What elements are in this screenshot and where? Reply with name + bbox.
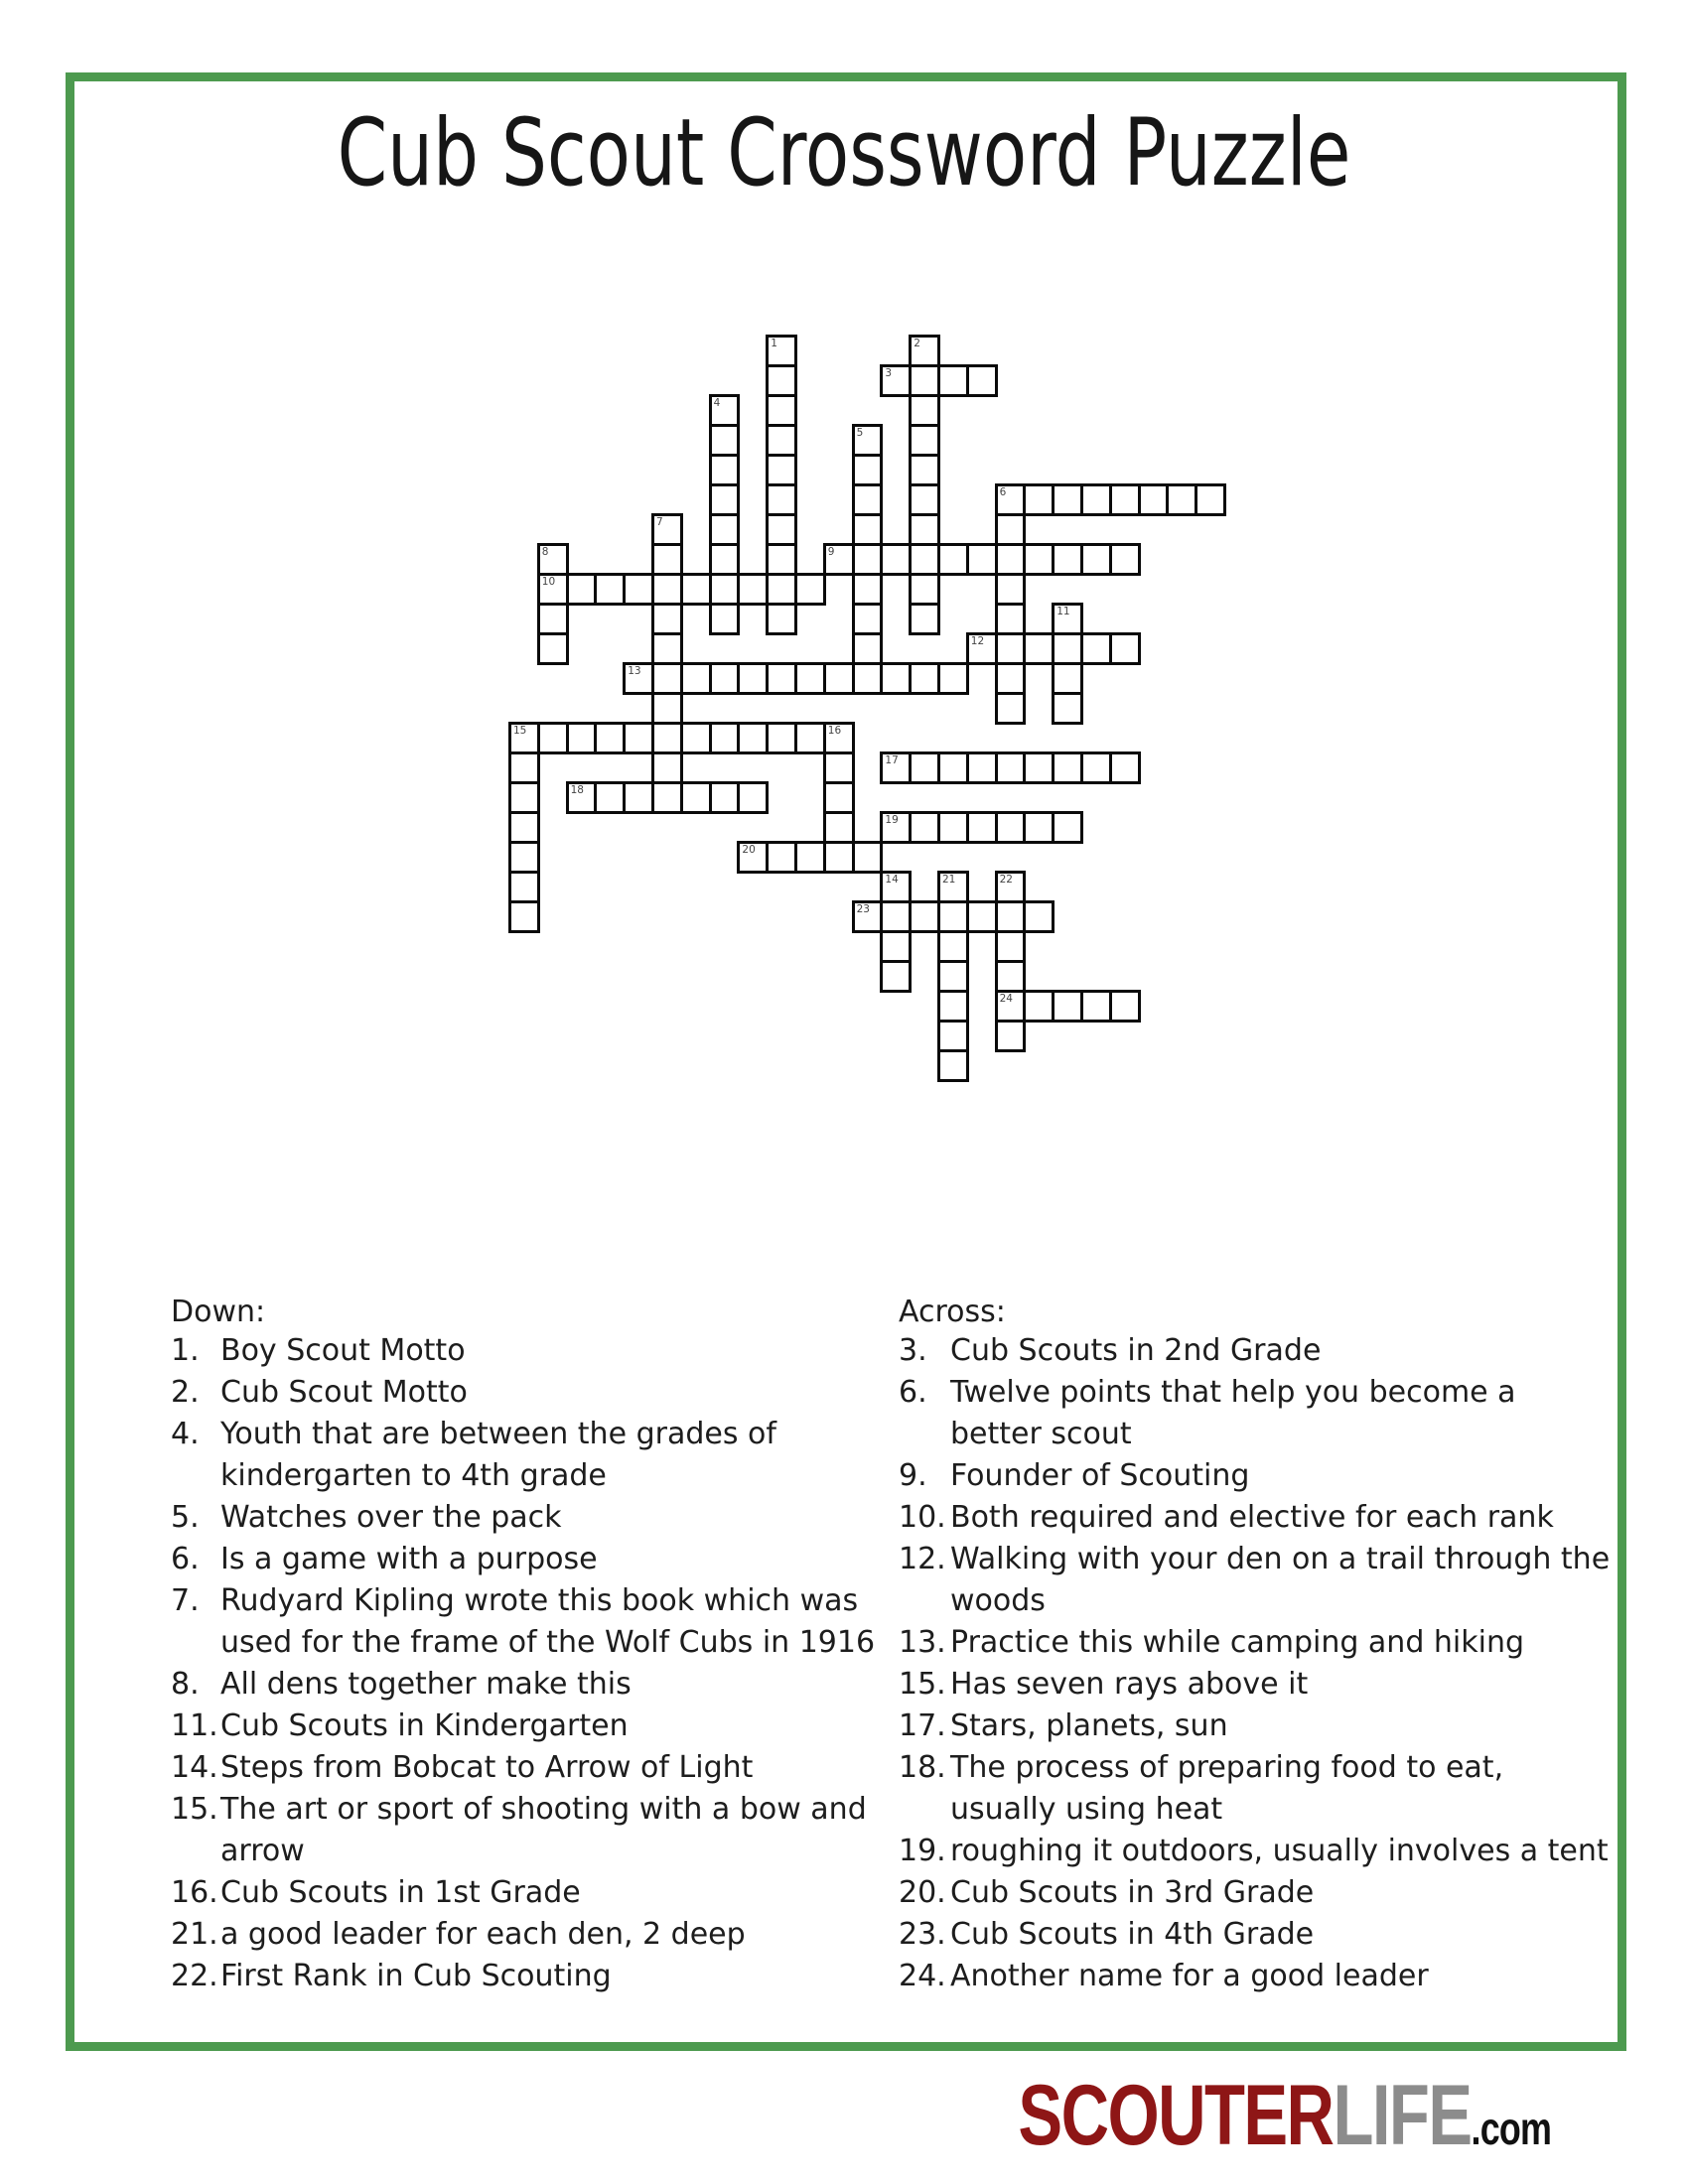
across-clue-text: Both required and elective for each rank	[950, 1500, 1554, 1535]
cell-number: 10	[541, 576, 556, 588]
grid-cell[interactable]	[909, 900, 940, 933]
grid-cell[interactable]	[995, 751, 1027, 784]
grid-cell[interactable]	[909, 364, 940, 397]
cell-number: 9	[827, 546, 835, 558]
grid-cell[interactable]	[909, 513, 940, 546]
grid-cell[interactable]	[737, 573, 769, 606]
cell-number: 17	[885, 754, 899, 766]
down-clue-text: Watches over the pack	[220, 1500, 562, 1535]
grid-cell[interactable]	[823, 543, 855, 576]
grid-cell[interactable]	[1109, 543, 1141, 576]
grid-cell[interactable]	[995, 573, 1027, 606]
cell-number: 22	[999, 874, 1013, 886]
down-clue-text: The art or sport of shooting with a bow and	[220, 1792, 867, 1827]
grid-cell[interactable]	[995, 483, 1027, 516]
grid-cell[interactable]	[1080, 751, 1112, 784]
across-clue-text: The process of preparing food to eat,	[950, 1750, 1504, 1785]
grid-cell[interactable]	[709, 722, 741, 754]
grid-cell[interactable]	[937, 990, 969, 1023]
grid-cell[interactable]	[594, 722, 626, 754]
grid-cell[interactable]	[1166, 483, 1197, 516]
grid-cell[interactable]	[623, 781, 654, 814]
grid-cell[interactable]	[651, 751, 683, 784]
grid-cell[interactable]	[1052, 603, 1083, 635]
across-clue-text: roughing it outdoors, usually involves a tent	[950, 1834, 1609, 1868]
grid-cell[interactable]	[966, 751, 998, 784]
grid-cell[interactable]	[709, 662, 741, 695]
grid-cell[interactable]	[508, 722, 540, 754]
down-clue-text: Rudyard Kipling wrote this book which was	[220, 1583, 859, 1618]
across-clue-text: woods	[950, 1583, 1046, 1618]
footer-logo-scouter: SCOUTER	[1018, 2068, 1334, 2163]
grid-cell[interactable]	[623, 662, 654, 695]
down-clue-text: kindergarten to 4th grade	[220, 1458, 607, 1493]
grid-cell[interactable]	[709, 394, 741, 427]
grid-cell[interactable]	[537, 632, 569, 665]
down-clue-text: Cub Scout Motto	[220, 1375, 468, 1410]
grid-cell[interactable]	[737, 841, 769, 874]
grid-cell[interactable]	[937, 960, 969, 993]
down-clue-text: Cub Scouts in Kindergarten	[220, 1708, 629, 1743]
grid-cell[interactable]	[852, 513, 884, 546]
grid-cell[interactable]	[995, 513, 1027, 546]
across-clue-text: Stars, planets, sun	[950, 1708, 1228, 1743]
across-clue-number: 15.	[899, 1667, 946, 1702]
grid-cell[interactable]	[880, 960, 912, 993]
grid-cell[interactable]	[909, 603, 940, 635]
grid-cell[interactable]	[766, 841, 797, 874]
grid-cell[interactable]	[909, 751, 940, 784]
down-clue-text: First Rank in Cub Scouting	[220, 1959, 612, 1993]
grid-cell[interactable]	[766, 483, 797, 516]
grid-cell[interactable]	[1052, 811, 1083, 844]
grid-cell[interactable]	[537, 543, 569, 576]
grid-cell[interactable]	[566, 722, 598, 754]
down-clue-number: 15.	[171, 1792, 218, 1827]
grid-cell[interactable]	[1052, 751, 1083, 784]
grid-cell[interactable]	[766, 513, 797, 546]
grid-cell[interactable]	[995, 930, 1027, 963]
grid-cell[interactable]	[966, 543, 998, 576]
cell-number: 4	[713, 397, 721, 409]
grid-cell[interactable]	[508, 781, 540, 814]
grid-cell[interactable]	[537, 722, 569, 754]
down-clue-number: 1.	[171, 1333, 200, 1368]
grid-cell[interactable]	[937, 871, 969, 903]
grid-cell[interactable]	[1052, 543, 1083, 576]
grid-cell[interactable]	[909, 662, 940, 695]
cell-number: 11	[1056, 606, 1070, 617]
grid-cell[interactable]	[766, 543, 797, 576]
grid-cell[interactable]	[966, 632, 998, 665]
grid-cell[interactable]	[995, 632, 1027, 665]
grid-cell[interactable]	[909, 335, 940, 367]
across-clue-text: better scout	[950, 1417, 1132, 1451]
grid-cell[interactable]	[995, 662, 1027, 695]
grid-cell[interactable]	[1109, 990, 1141, 1023]
grid-cell[interactable]	[1023, 483, 1055, 516]
grid-cell[interactable]	[1080, 483, 1112, 516]
grid-cell[interactable]	[566, 573, 598, 606]
grid-cell[interactable]	[766, 424, 797, 457]
grid-cell[interactable]	[1023, 990, 1055, 1023]
grid-cell[interactable]	[709, 603, 741, 635]
grid-cell[interactable]	[880, 364, 912, 397]
grid-cell[interactable]	[966, 900, 998, 933]
cell-number: 15	[513, 725, 527, 737]
across-clue-number: 18.	[899, 1750, 946, 1785]
grid-cell[interactable]	[537, 573, 569, 606]
grid-cell[interactable]	[766, 662, 797, 695]
grid-cell[interactable]	[995, 990, 1027, 1023]
grid-cell[interactable]	[1052, 483, 1083, 516]
across-clue-number: 24.	[899, 1959, 946, 1993]
down-clue-number: 4.	[171, 1417, 200, 1451]
footer-logo-com: .com	[1471, 2103, 1551, 2154]
grid-cell[interactable]	[709, 573, 741, 606]
down-clue-number: 11.	[171, 1708, 218, 1743]
grid-cell[interactable]	[709, 543, 741, 576]
across-clue-text: Founder of Scouting	[950, 1458, 1250, 1493]
grid-cell[interactable]	[909, 811, 940, 844]
grid-cell[interactable]	[594, 781, 626, 814]
grid-cell[interactable]	[1023, 900, 1055, 933]
grid-cell[interactable]	[880, 751, 912, 784]
cell-number: 12	[970, 635, 985, 647]
grid-cell[interactable]	[651, 662, 683, 695]
grid-cell[interactable]	[709, 424, 741, 457]
down-clue-number: 5.	[171, 1500, 200, 1535]
across-clue-text: Practice this while camping and hiking	[950, 1625, 1525, 1660]
grid-cell[interactable]	[709, 454, 741, 486]
grid-cell[interactable]	[766, 722, 797, 754]
grid-cell[interactable]	[794, 662, 826, 695]
grid-cell[interactable]	[880, 662, 912, 695]
grid-cell[interactable]	[794, 573, 826, 606]
grid-cell[interactable]	[1138, 483, 1170, 516]
grid-cell[interactable]	[651, 513, 683, 546]
cell-number: 13	[628, 665, 641, 677]
grid-cell[interactable]	[651, 543, 683, 576]
across-clue-text: usually using heat	[950, 1792, 1223, 1827]
grid-cell[interactable]	[823, 751, 855, 784]
cell-number: 1	[771, 338, 777, 349]
grid-cell[interactable]	[709, 513, 741, 546]
grid-cell[interactable]	[1023, 543, 1055, 576]
grid-cell[interactable]	[852, 454, 884, 486]
grid-cell[interactable]	[766, 454, 797, 486]
cell-number: 19	[885, 814, 899, 826]
grid-cell[interactable]	[995, 1020, 1027, 1052]
grid-cell[interactable]	[880, 543, 912, 576]
grid-cell[interactable]	[1080, 632, 1112, 665]
grid-cell[interactable]	[823, 781, 855, 814]
cell-number: 24	[999, 993, 1013, 1005]
grid-cell[interactable]	[766, 603, 797, 635]
down-clue-number: 7.	[171, 1583, 200, 1618]
grid-cell[interactable]	[995, 692, 1027, 725]
grid-cell[interactable]	[1052, 662, 1083, 695]
down-clue-text: arrow	[220, 1834, 305, 1868]
grid-cell[interactable]	[937, 900, 969, 933]
across-clue-number: 13.	[899, 1625, 946, 1660]
down-clue-number: 22.	[171, 1959, 218, 1993]
grid-cell[interactable]	[508, 751, 540, 784]
across-clue-number: 23.	[899, 1917, 946, 1952]
down-clue-text: Steps from Bobcat to Arrow of Light	[220, 1750, 754, 1785]
grid-cell[interactable]	[909, 543, 940, 576]
down-clue-text: Youth that are between the grades of	[220, 1417, 776, 1451]
grid-cell[interactable]	[1023, 811, 1055, 844]
grid-cell[interactable]	[680, 722, 712, 754]
across-clue-number: 19.	[899, 1834, 946, 1868]
grid-cell[interactable]	[794, 841, 826, 874]
across-clue-number: 10.	[899, 1500, 946, 1535]
grid-cell[interactable]	[651, 692, 683, 725]
grid-cell[interactable]	[508, 841, 540, 874]
grid-cell[interactable]	[508, 900, 540, 933]
grid-cell[interactable]	[880, 811, 912, 844]
grid-cell[interactable]	[1195, 483, 1226, 516]
down-clue-number: 6.	[171, 1542, 200, 1576]
across-clue-text: Twelve points that help you become a	[950, 1375, 1516, 1410]
cell-number: 2	[914, 338, 920, 349]
grid-cell[interactable]	[995, 811, 1027, 844]
grid-cell[interactable]	[852, 573, 884, 606]
grid-cell[interactable]	[508, 811, 540, 844]
grid-cell[interactable]	[651, 573, 683, 606]
grid-cell[interactable]	[823, 722, 855, 754]
cell-number: 18	[570, 784, 584, 796]
grid-cell[interactable]	[709, 483, 741, 516]
grid-cell[interactable]	[1023, 751, 1055, 784]
grid-cell[interactable]	[880, 871, 912, 903]
cell-number: 8	[541, 546, 549, 558]
grid-cell[interactable]	[737, 722, 769, 754]
cell-number: 21	[942, 874, 956, 886]
grid-cell[interactable]	[1052, 990, 1083, 1023]
down-clue-text: Boy Scout Motto	[220, 1333, 466, 1368]
grid-cell[interactable]	[937, 811, 969, 844]
across-clue-text: Has seven rays above it	[950, 1667, 1309, 1702]
grid-cell[interactable]	[680, 662, 712, 695]
grid-cell[interactable]	[651, 722, 683, 754]
cell-number: 6	[999, 486, 1007, 498]
down-clue-number: 16.	[171, 1875, 218, 1910]
grid-cell[interactable]	[823, 662, 855, 695]
grid-cell[interactable]	[909, 454, 940, 486]
grid-cell[interactable]	[909, 394, 940, 427]
grid-cell[interactable]	[594, 573, 626, 606]
grid-cell[interactable]	[852, 603, 884, 635]
grid-cell[interactable]	[1109, 751, 1141, 784]
grid-cell[interactable]	[651, 632, 683, 665]
cell-number: 20	[742, 844, 756, 856]
grid-cell[interactable]	[909, 483, 940, 516]
grid-cell[interactable]	[852, 632, 884, 665]
cell-number: 3	[885, 367, 893, 379]
down-clue-number: 8.	[171, 1667, 200, 1702]
down-clue-number: 2.	[171, 1375, 200, 1410]
grid-cell[interactable]	[852, 543, 884, 576]
grid-cell[interactable]	[937, 930, 969, 963]
grid-cell[interactable]	[823, 811, 855, 844]
cell-number: 16	[827, 725, 842, 737]
grid-cell[interactable]	[995, 543, 1027, 576]
across-clue-text: Cub Scouts in 3rd Grade	[950, 1875, 1315, 1910]
cell-number: 7	[656, 516, 663, 528]
grid-cell[interactable]	[852, 841, 884, 874]
down-clue-text: used for the frame of the Wolf Cubs in 1916	[220, 1625, 876, 1660]
grid-cell[interactable]	[680, 573, 712, 606]
grid-cell[interactable]	[937, 662, 969, 695]
grid-cell[interactable]	[937, 1049, 969, 1082]
grid-cell[interactable]	[995, 960, 1027, 993]
grid-cell[interactable]	[1023, 632, 1055, 665]
grid-cell[interactable]	[880, 930, 912, 963]
grid-cell[interactable]	[852, 424, 884, 457]
grid-cell[interactable]	[1109, 483, 1141, 516]
across-clue-text: Walking with your den on a trail through the	[950, 1542, 1611, 1576]
down-clue-text: a good leader for each den, 2 deep	[220, 1917, 746, 1952]
down-clue-number: 14.	[171, 1750, 218, 1785]
down-clue-number: 21.	[171, 1917, 218, 1952]
across-clue-number: 3.	[899, 1333, 927, 1368]
grid-cell[interactable]	[766, 364, 797, 397]
grid-cell[interactable]	[909, 573, 940, 606]
grid-cell[interactable]	[1052, 632, 1083, 665]
grid-cell[interactable]	[766, 394, 797, 427]
grid-cell[interactable]	[852, 662, 884, 695]
grid-cell[interactable]	[823, 841, 855, 874]
grid-cell[interactable]	[737, 781, 769, 814]
cell-number: 14	[885, 874, 899, 886]
across-clue-number: 9.	[899, 1458, 927, 1493]
grid-cell[interactable]	[909, 424, 940, 457]
grid-cell[interactable]	[995, 603, 1027, 635]
grid-cell[interactable]	[995, 900, 1027, 933]
grid-cell[interactable]	[852, 900, 884, 933]
grid-cell[interactable]	[766, 335, 797, 367]
grid-cell[interactable]	[623, 722, 654, 754]
grid-cell[interactable]	[709, 781, 741, 814]
cell-number: 23	[856, 903, 870, 915]
across-clue-number: 12.	[899, 1542, 946, 1576]
grid-cell[interactable]	[1109, 632, 1141, 665]
grid-cell[interactable]	[995, 871, 1027, 903]
grid-cell[interactable]	[651, 781, 683, 814]
grid-cell[interactable]	[937, 543, 969, 576]
grid-cell[interactable]	[566, 781, 598, 814]
grid-cell[interactable]	[623, 573, 654, 606]
grid-cell[interactable]	[966, 364, 998, 397]
grid-cell[interactable]	[937, 364, 969, 397]
grid-cell[interactable]	[680, 781, 712, 814]
across-clue-text: Cub Scouts in 4th Grade	[950, 1917, 1315, 1952]
across-clues-header: Across:	[899, 1295, 1006, 1329]
grid-cell[interactable]	[651, 603, 683, 635]
down-clues-header: Down:	[171, 1295, 266, 1329]
grid-cell[interactable]	[1052, 692, 1083, 725]
down-clue-text: All dens together make this	[220, 1667, 632, 1702]
across-clue-text: Cub Scouts in 2nd Grade	[950, 1333, 1322, 1368]
across-clue-text: Another name for a good leader	[950, 1959, 1429, 1993]
footer-logo	[1018, 2067, 1551, 2165]
page-title: Cub Scout Crossword Puzzle	[337, 99, 1351, 207]
down-clue-text: Is a game with a purpose	[220, 1542, 598, 1576]
grid-cell[interactable]	[966, 811, 998, 844]
grid-cell[interactable]	[537, 603, 569, 635]
across-clue-number: 17.	[899, 1708, 946, 1743]
grid-cell[interactable]	[1080, 543, 1112, 576]
grid-cell[interactable]	[880, 900, 912, 933]
grid-cell[interactable]	[852, 483, 884, 516]
grid-cell[interactable]	[508, 871, 540, 903]
grid-cell[interactable]	[794, 722, 826, 754]
across-clue-number: 20.	[899, 1875, 946, 1910]
cell-number: 5	[856, 427, 864, 439]
grid-cell[interactable]	[766, 573, 797, 606]
grid-cell[interactable]	[937, 751, 969, 784]
grid-cell[interactable]	[737, 662, 769, 695]
grid-cell[interactable]	[937, 1020, 969, 1052]
down-clue-text: Cub Scouts in 1st Grade	[220, 1875, 581, 1910]
across-clue-number: 6.	[899, 1375, 927, 1410]
grid-cell[interactable]	[1080, 990, 1112, 1023]
footer-logo-life: LIFE	[1333, 2068, 1472, 2163]
